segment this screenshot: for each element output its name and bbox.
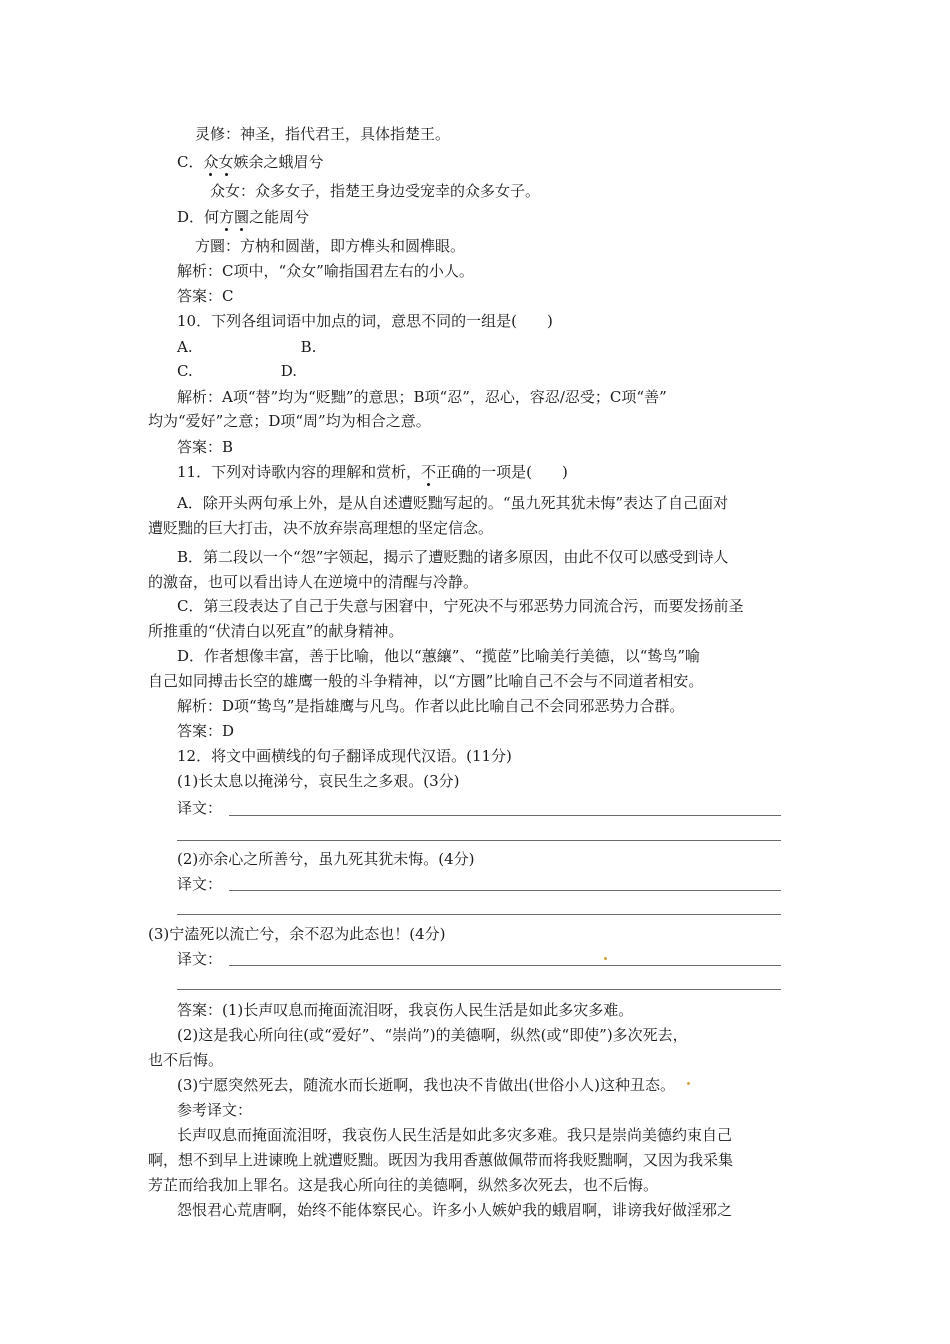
answer-blank-line[interactable] [229, 965, 781, 966]
translation-label: 译文： [177, 799, 223, 817]
question-11 [177, 462, 568, 482]
stray-mark [604, 957, 607, 960]
question-10: 10．下列各组词语中加点的词，意思不同的一组是( ) [177, 312, 553, 330]
option-d-line [177, 207, 309, 227]
option-label: D. [280, 362, 297, 380]
question-text: 11．下列对诗歌内容的理解和赏析， [177, 463, 422, 481]
question-12: 12．将文中画横线的句子翻译成现代汉语。(11分) [177, 747, 512, 765]
answer-line: (3)宁愿突然死去，随流水而长逝啊，我也决不肯做出(世俗小人)这种丑态。 [177, 1076, 675, 1094]
answer-blank-line[interactable] [229, 815, 781, 816]
option-a: A．除开头两句承上外，是从自述遭贬黜写起的。“虽九死其犹未悔”表达了自己面对 [177, 494, 729, 512]
text-line: 遭贬黜的巨大打击，决不放弃崇高理想的坚定信念。 [148, 519, 494, 537]
text-line: 自己如同搏击长空的雄鹰一般的斗争精神，以“方圜”比喻自己不会与不同道者相安。 [148, 672, 704, 690]
translation-label: 译文： [177, 875, 223, 893]
analysis-line: 解析：D项“鸷鸟”是指雄鹰与凡鸟。作者以此比喻自己不会同邪恶势力合群。 [177, 697, 685, 715]
text-line: 众女：众多女子，指楚王身边受宠幸的众多女子。 [210, 182, 541, 200]
dotted-char: 女 [218, 153, 234, 171]
text-line: 方圜：方枘和圆凿，即方榫头和圆榫眼。 [195, 237, 466, 255]
reference-text: 芳芷而给我加上罪名。这是我心所向往的美德啊，纵然多次死去，也不后悔。 [148, 1176, 659, 1194]
answer-line: (2)这是我心所向往(或“爱好”、“崇尚”)的美德啊，纵然(或“即使”)多次死去， [177, 1026, 688, 1044]
text-line: 灵修：神圣，指代君王，具体指楚王。 [195, 125, 451, 143]
answer-line: 答案：B [177, 438, 234, 456]
options-cd [177, 361, 297, 381]
translation-label: 译文： [177, 950, 223, 968]
option-b: B．第二段以一个“怨”字领起，揭示了遭贬黜的诸多原因，由此不仅可以感受到诗人 [177, 548, 729, 566]
dotted-char: 方 [219, 208, 235, 226]
dotted-char: 众 [203, 153, 219, 171]
option-label: C． [177, 153, 204, 171]
analysis-line: 解析：C项中，“众女”喻指国君左右的小人。 [177, 262, 474, 280]
options-ab [177, 337, 316, 357]
option-label: C. [177, 362, 193, 380]
option-d: D．作者想像丰富，善于比喻，他以“蕙纕”、“揽茝”比喻美行美德，以“鸷鸟”喻 [177, 647, 701, 665]
text-line: 也不后悔。 [148, 1051, 224, 1069]
answer-line: 答案：(1)长声叹息而掩面流泪呀，我哀伤人民生活是如此多灾多难。 [177, 1001, 634, 1019]
answer-blank-line[interactable] [177, 840, 781, 841]
text-line: 均为“爱好”之意；D项“周”均为相合之意。 [148, 412, 431, 430]
dotted-char: 不 [421, 463, 437, 481]
answer-blank-line[interactable] [229, 890, 781, 891]
text-line: 的激奋，也可以看出诗人在逆境中的清醒与冷静。 [148, 573, 479, 591]
sub-question-1: (1)长太息以掩涕兮，哀民生之多艰。(3分) [177, 772, 460, 790]
reference-text: 怨恨君心荒唐啊，始终不能体察民心。许多小人嫉妒我的蛾眉啊，诽谤我好做淫邪之 [177, 1201, 733, 1219]
reference-heading: 参考译文： [177, 1101, 253, 1119]
stray-mark [687, 1082, 690, 1085]
answer-blank-line[interactable] [177, 989, 781, 990]
answer-line: 答案：D [177, 722, 235, 740]
option-label: A. [177, 338, 193, 356]
answer-blank-line[interactable] [177, 914, 781, 915]
sub-question-2: (2)亦余心之所善兮，虽九死其犹未悔。(4分) [177, 850, 475, 868]
reference-text: 啊，想不到早上进谏晚上就遭贬黜。既因为我用香蕙做佩带而将我贬黜啊，又因为我采集 [148, 1151, 734, 1169]
dotted-char: 圜 [234, 208, 250, 226]
reference-text: 长声叹息而掩面流泪呀，我哀伤人民生活是如此多灾多难。我只是崇尚美德约束自己 [177, 1126, 733, 1144]
option-text: 之能周兮 [249, 208, 310, 226]
sub-question-3: (3)宁溘死以流亡兮，余不忍为此态也！(4分) [148, 925, 446, 943]
answer-line: 答案：C [177, 287, 234, 305]
option-label: D．何 [177, 208, 220, 226]
option-c: C．第三段表达了自己于失意与困窘中，宁死决不与邪恶势力同流合污，而要发扬前圣 [177, 597, 744, 615]
question-text: 正确的一项是( ) [436, 463, 568, 481]
option-label: B. [300, 338, 317, 356]
option-c-line [177, 152, 324, 172]
analysis-line: 解析：A项“替”均为“贬黜”的意思；B项“忍”，忍心，容忍/忍受；C项“善” [177, 388, 667, 406]
text-line: 所推重的“伏清白以死直”的献身精神。 [148, 622, 404, 640]
option-text: 嫉余之蛾眉兮 [233, 153, 324, 171]
